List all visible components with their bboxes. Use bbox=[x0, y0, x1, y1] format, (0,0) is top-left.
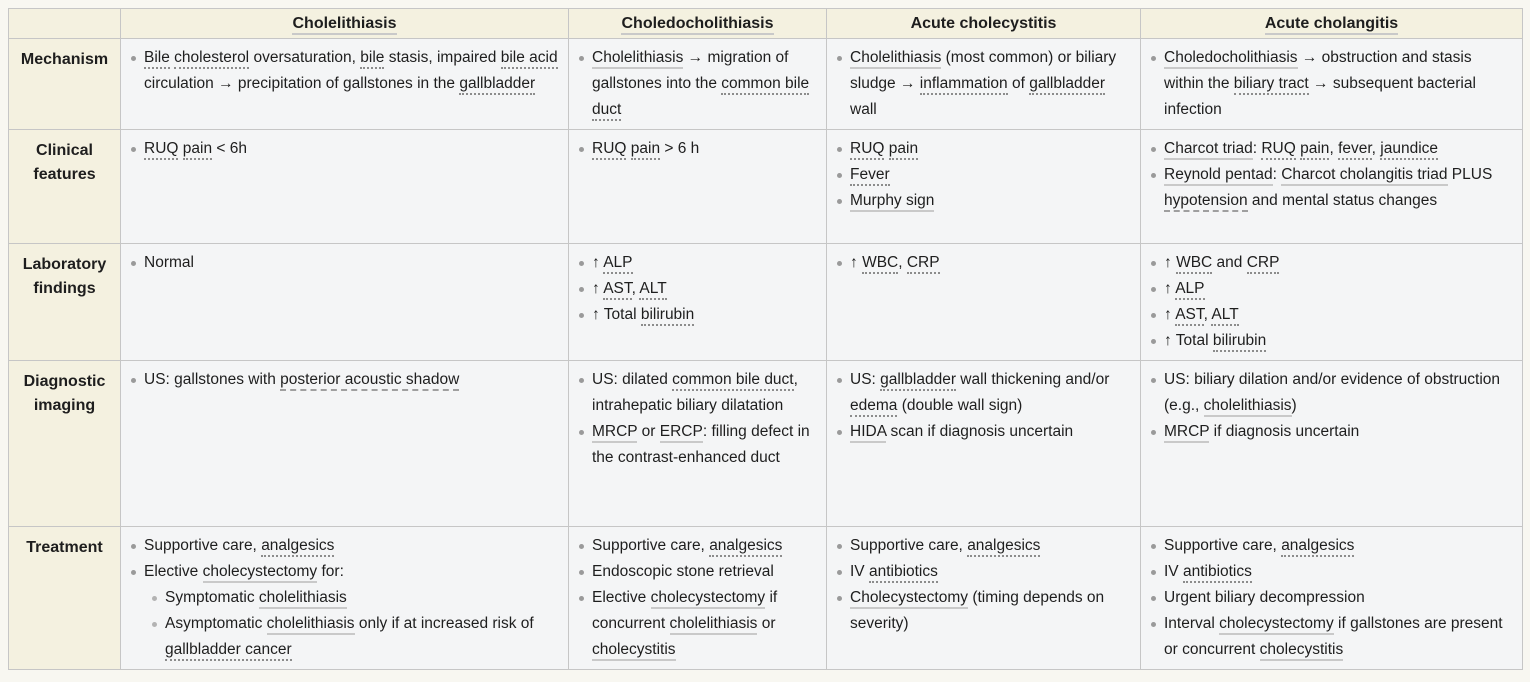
term-tooltip-link[interactable]: jaundice bbox=[1380, 140, 1438, 160]
header-row bbox=[9, 9, 1523, 39]
item-text bbox=[144, 49, 558, 95]
list-item bbox=[829, 45, 1132, 123]
text-segment: ↑ bbox=[850, 254, 863, 271]
bullet-list bbox=[123, 45, 560, 97]
column-header-link[interactable]: Acute cholangitis bbox=[1265, 15, 1398, 35]
list-item bbox=[829, 136, 1132, 162]
text-segment: : bbox=[1252, 140, 1262, 157]
item-text bbox=[850, 254, 940, 274]
bullet-list bbox=[571, 250, 818, 328]
bullet-list bbox=[1143, 45, 1514, 123]
term-link[interactable]: Charcot cholangitis triad bbox=[1281, 166, 1447, 186]
term-link[interactable]: cholecystectomy bbox=[203, 563, 318, 583]
text-segment: IV bbox=[850, 563, 869, 580]
text-segment: only if at increased risk of bbox=[354, 615, 534, 632]
term-tooltip-link[interactable]: cholesterol bbox=[174, 49, 249, 69]
text-segment: ↑ bbox=[1164, 280, 1176, 297]
item-text bbox=[850, 166, 890, 186]
item-text bbox=[144, 371, 459, 391]
list-item bbox=[123, 559, 560, 663]
item-text bbox=[1164, 423, 1359, 443]
term-tooltip-link[interactable]: pain bbox=[1300, 140, 1329, 160]
list-item bbox=[571, 367, 818, 419]
term-link[interactable]: ERCP bbox=[660, 423, 703, 443]
text-segment: Supportive care, bbox=[1164, 537, 1282, 554]
bullet-list bbox=[123, 367, 560, 393]
text-segment: US: dilated bbox=[592, 371, 673, 388]
text-segment: ↑ bbox=[1164, 306, 1176, 323]
cell-clinical-features-col2 bbox=[569, 130, 827, 244]
text-segment: or bbox=[637, 423, 660, 440]
item-text bbox=[850, 192, 934, 212]
term-link[interactable]: cholecystitis bbox=[1260, 641, 1344, 661]
term-link[interactable]: cholelithiasis bbox=[1204, 397, 1292, 417]
term-tooltip-link[interactable]: common bile duct bbox=[592, 75, 809, 121]
cell-clinical-features-col3 bbox=[827, 130, 1141, 244]
text-segment: or bbox=[757, 615, 776, 632]
item-text bbox=[850, 563, 938, 583]
text-segment: and bbox=[1212, 254, 1247, 271]
text-segment: , bbox=[898, 254, 907, 271]
term-tooltip-link[interactable]: RUQ bbox=[144, 140, 178, 160]
text-segment: (double wall sign) bbox=[897, 397, 1023, 414]
text-segment: Symptomatic bbox=[165, 589, 259, 606]
item-text bbox=[592, 306, 694, 326]
list-item bbox=[123, 45, 560, 97]
term-link[interactable]: Murphy sign bbox=[850, 192, 934, 212]
list-item bbox=[1143, 136, 1514, 162]
list-item bbox=[144, 585, 560, 611]
item-text bbox=[1164, 166, 1492, 212]
bullet-list bbox=[1143, 136, 1514, 214]
cell-treatment-col4 bbox=[1141, 527, 1523, 670]
item-text bbox=[1164, 140, 1438, 160]
bullet-list bbox=[571, 136, 818, 162]
row-label-clinical-features: Clinical features bbox=[9, 130, 121, 244]
term-tooltip-link[interactable]: hypotension bbox=[1164, 192, 1248, 212]
text-segment: Interval bbox=[1164, 615, 1220, 632]
item-text bbox=[850, 589, 1104, 632]
column-header-link[interactable]: Cholelithiasis bbox=[292, 15, 396, 35]
column-header-label: Acute cholecystitis bbox=[910, 14, 1057, 32]
term-tooltip-link[interactable]: pain bbox=[889, 140, 918, 160]
bullet-list bbox=[123, 250, 560, 276]
text-segment: US: biliary dilation and/or evidence of obstruction (e.g., bbox=[1164, 371, 1501, 414]
text-segment: , bbox=[1329, 140, 1339, 157]
text-segment: > 6 h bbox=[660, 140, 700, 157]
text-segment: ↑ bbox=[1164, 254, 1177, 271]
table-row-laboratory-findings bbox=[9, 244, 1523, 361]
list-item bbox=[1143, 250, 1514, 276]
text-segment: Normal bbox=[144, 254, 194, 271]
item-text bbox=[592, 371, 798, 414]
term-tooltip-link[interactable]: posterior acoustic shadow bbox=[280, 371, 459, 391]
term-tooltip-link[interactable]: analgesics bbox=[967, 537, 1040, 557]
list-item bbox=[829, 419, 1132, 445]
term-tooltip-link[interactable]: CRP bbox=[907, 254, 940, 274]
column-header-choledocholithiasis bbox=[569, 9, 827, 39]
table-row-clinical-features bbox=[9, 130, 1523, 244]
column-header-link[interactable]: Choledocholithiasis bbox=[621, 15, 773, 35]
text-segment: ↑ Total bbox=[592, 306, 641, 323]
term-tooltip-link[interactable]: antibiotics bbox=[1183, 563, 1252, 583]
term-link[interactable]: Cholecystectomy bbox=[850, 589, 968, 609]
term-tooltip-link[interactable]: analgesics bbox=[709, 537, 782, 557]
text-segment: IV bbox=[1164, 563, 1183, 580]
term-tooltip-link[interactable]: analgesics bbox=[1281, 537, 1354, 557]
text-segment: Elective bbox=[144, 563, 203, 580]
bullet-list bbox=[571, 367, 818, 471]
text-segment: Asymptomatic bbox=[165, 615, 267, 632]
item-text bbox=[165, 615, 534, 661]
text-segment: (timing depends on severity) bbox=[850, 589, 1105, 632]
text-segment: (most common) or biliary sludge → bbox=[850, 49, 1117, 92]
item-text bbox=[592, 140, 699, 160]
term-tooltip-link[interactable]: AST bbox=[603, 280, 631, 300]
text-segment: if gallstones are present or concurrent bbox=[1164, 615, 1503, 658]
list-item bbox=[571, 136, 818, 162]
list-item bbox=[829, 559, 1132, 585]
column-header-acute-cholangitis bbox=[1141, 9, 1523, 39]
list-item bbox=[571, 533, 818, 559]
term-link[interactable]: MRCP bbox=[592, 423, 637, 443]
bullet-list bbox=[1143, 533, 1514, 663]
list-item bbox=[1143, 585, 1514, 611]
term-link[interactable]: Cholelithiasis bbox=[592, 49, 683, 69]
item-text bbox=[592, 280, 667, 300]
text-segment: wall thickening and/or bbox=[956, 371, 1110, 388]
item-text bbox=[592, 49, 809, 121]
cell-diagnostic-imaging-col2 bbox=[569, 361, 827, 527]
text-segment: → migration of gallstones into the bbox=[592, 49, 789, 92]
term-link[interactable]: HIDA bbox=[850, 423, 886, 443]
list-item bbox=[123, 250, 560, 276]
term-tooltip-link[interactable]: inflammation bbox=[920, 75, 1008, 95]
item-text bbox=[1164, 254, 1279, 274]
table-row-treatment bbox=[9, 527, 1523, 670]
term-tooltip-link[interactable]: pain bbox=[183, 140, 212, 160]
bullet-list bbox=[123, 533, 560, 663]
list-item bbox=[1143, 302, 1514, 328]
item-text bbox=[1164, 537, 1354, 557]
term-tooltip-link[interactable]: WBC bbox=[862, 254, 898, 274]
term-tooltip-link[interactable]: gallbladder bbox=[459, 75, 535, 95]
term-tooltip-link[interactable]: analgesics bbox=[261, 537, 334, 557]
row-label-mechanism: Mechanism bbox=[9, 39, 121, 130]
cell-laboratory-findings-col1 bbox=[121, 244, 569, 361]
text-segment: ↑ bbox=[592, 280, 604, 297]
item-text bbox=[592, 254, 633, 274]
text-segment: , bbox=[631, 280, 640, 297]
term-tooltip-link[interactable]: gallbladder bbox=[1029, 75, 1105, 95]
text-segment: : filling defect in the contrast-enhanced duct bbox=[592, 423, 810, 466]
bullet-list bbox=[829, 45, 1132, 123]
list-item bbox=[1143, 276, 1514, 302]
bullet-list bbox=[1143, 250, 1514, 354]
item-text bbox=[850, 371, 1109, 417]
text-segment: Elective bbox=[592, 589, 651, 606]
cell-mechanism-col4 bbox=[1141, 39, 1523, 130]
term-tooltip-link[interactable]: pain bbox=[631, 140, 660, 160]
cell-treatment-col3 bbox=[827, 527, 1141, 670]
text-segment: wall bbox=[850, 101, 877, 118]
list-item bbox=[829, 533, 1132, 559]
sub-bullet-list bbox=[144, 585, 560, 663]
term-tooltip-link[interactable]: common bile duct bbox=[672, 371, 793, 391]
text-segment: US: bbox=[850, 371, 881, 388]
bullet-list bbox=[571, 533, 818, 663]
term-link[interactable]: Cholelithiasis bbox=[850, 49, 941, 69]
list-item bbox=[1143, 611, 1514, 663]
item-text bbox=[144, 140, 247, 160]
term-tooltip-link[interactable]: ALP bbox=[1175, 280, 1204, 300]
item-text bbox=[1164, 563, 1252, 583]
list-item bbox=[1143, 419, 1514, 445]
list-item bbox=[144, 611, 560, 663]
list-item bbox=[829, 250, 1132, 276]
table-row-mechanism bbox=[9, 39, 1523, 130]
text-segment: ↑ Total bbox=[1164, 332, 1213, 349]
term-tooltip-link[interactable]: bilirubin bbox=[641, 306, 694, 326]
term-link[interactable]: cholelithiasis bbox=[259, 589, 347, 609]
text-segment: : bbox=[1272, 166, 1282, 183]
term-tooltip-link[interactable]: RUQ bbox=[592, 140, 626, 160]
item-text bbox=[592, 537, 782, 557]
term-tooltip-link[interactable]: Fever bbox=[850, 166, 890, 186]
bullet-list bbox=[571, 45, 818, 123]
cell-diagnostic-imaging-col4 bbox=[1141, 361, 1523, 527]
term-link[interactable]: MRCP bbox=[1164, 423, 1209, 443]
term-tooltip-link[interactable]: ALT bbox=[639, 280, 666, 300]
list-item bbox=[123, 367, 560, 393]
term-tooltip-link[interactable]: RUQ bbox=[850, 140, 884, 160]
cell-mechanism-col1 bbox=[121, 39, 569, 130]
term-link[interactable]: cholelithiasis bbox=[670, 615, 758, 635]
item-text bbox=[1164, 371, 1500, 417]
term-tooltip-link[interactable]: RUQ bbox=[1261, 140, 1295, 160]
column-header-acute-cholecystitis bbox=[827, 9, 1141, 39]
cell-clinical-features-col4 bbox=[1141, 130, 1523, 244]
term-link[interactable]: Choledocholithiasis bbox=[1164, 49, 1298, 69]
item-text bbox=[850, 49, 1116, 118]
list-item bbox=[123, 533, 560, 559]
cell-laboratory-findings-col4 bbox=[1141, 244, 1523, 361]
term-tooltip-link[interactable]: antibiotics bbox=[869, 563, 938, 583]
cell-laboratory-findings-col2 bbox=[569, 244, 827, 361]
list-item bbox=[829, 188, 1132, 214]
term-tooltip-link[interactable]: bile acid bbox=[501, 49, 558, 69]
row-label-diagnostic-imaging: Diagnostic imaging bbox=[9, 361, 121, 527]
term-tooltip-link[interactable]: gallbladder bbox=[880, 371, 956, 391]
text-segment: if concurrent bbox=[592, 589, 778, 632]
item-text bbox=[1164, 332, 1266, 352]
item-text bbox=[144, 254, 194, 271]
bullet-list bbox=[829, 250, 1132, 276]
term-link[interactable]: cholelithiasis bbox=[267, 615, 355, 635]
item-text bbox=[850, 423, 1073, 443]
text-segment: scan if diagnosis uncertain bbox=[886, 423, 1074, 440]
text-segment: for: bbox=[317, 563, 344, 580]
list-item bbox=[1143, 328, 1514, 354]
item-text bbox=[850, 140, 918, 160]
term-link[interactable]: Reynold pentad bbox=[1164, 166, 1273, 186]
list-item bbox=[571, 45, 818, 123]
text-segment: < 6h bbox=[212, 140, 247, 157]
item-text bbox=[144, 563, 344, 583]
cell-laboratory-findings-col3 bbox=[827, 244, 1141, 361]
row-label-laboratory-findings: Laboratory findings bbox=[9, 244, 121, 361]
term-tooltip-link[interactable]: edema bbox=[850, 397, 897, 417]
term-tooltip-link[interactable]: WBC bbox=[1176, 254, 1212, 274]
text-segment: ) bbox=[1291, 397, 1297, 414]
text-segment: , intrahepatic biliary dilatation bbox=[592, 371, 798, 414]
term-tooltip-link[interactable]: gallbladder cancer bbox=[165, 641, 292, 661]
text-segment: , bbox=[1203, 306, 1212, 323]
cell-treatment-col2 bbox=[569, 527, 827, 670]
term-link[interactable]: cholecystitis bbox=[592, 641, 676, 661]
item-text bbox=[592, 423, 810, 466]
column-header-cholelithiasis bbox=[121, 9, 569, 39]
cell-mechanism-col2 bbox=[569, 39, 827, 130]
text-segment: , bbox=[1371, 140, 1381, 157]
list-item bbox=[123, 136, 560, 162]
cell-mechanism-col3 bbox=[827, 39, 1141, 130]
item-text bbox=[1164, 615, 1503, 661]
term-link[interactable]: Charcot triad bbox=[1164, 140, 1253, 160]
row-label-treatment: Treatment bbox=[9, 527, 121, 670]
list-item bbox=[571, 585, 818, 663]
term-tooltip-link[interactable]: Bile bbox=[144, 49, 170, 69]
cell-treatment-col1 bbox=[121, 527, 569, 670]
bullet-list bbox=[123, 136, 560, 162]
term-tooltip-link[interactable]: bilirubin bbox=[1213, 332, 1266, 352]
bullet-list bbox=[829, 367, 1132, 445]
list-item bbox=[571, 276, 818, 302]
text-segment: → obstruction and stasis within the bbox=[1164, 49, 1472, 92]
cell-diagnostic-imaging-col1 bbox=[121, 361, 569, 527]
text-segment: circulation → precipitation of gallstones in the bbox=[144, 75, 460, 92]
comparison-table bbox=[8, 8, 1523, 670]
text-segment: PLUS bbox=[1447, 166, 1493, 183]
item-text bbox=[592, 589, 777, 661]
text-segment: oversaturation, bbox=[249, 49, 361, 66]
table-row-diagnostic-imaging bbox=[9, 361, 1523, 527]
bullet-list bbox=[829, 533, 1132, 637]
list-item bbox=[829, 585, 1132, 637]
term-link[interactable]: cholecystectomy bbox=[651, 589, 766, 609]
text-segment: Endoscopic stone retrieval bbox=[592, 563, 774, 580]
item-text bbox=[592, 563, 774, 580]
list-item bbox=[1143, 367, 1514, 419]
item-text bbox=[1164, 49, 1476, 118]
term-tooltip-link[interactable]: fever bbox=[1338, 140, 1372, 160]
list-item bbox=[571, 419, 818, 471]
list-item bbox=[571, 250, 818, 276]
text-segment: if diagnosis uncertain bbox=[1209, 423, 1360, 440]
list-item bbox=[1143, 559, 1514, 585]
list-item bbox=[829, 162, 1132, 188]
term-tooltip-link[interactable]: AST bbox=[1175, 306, 1203, 326]
bullet-list bbox=[1143, 367, 1514, 445]
list-item bbox=[1143, 162, 1514, 214]
cell-clinical-features-col1 bbox=[121, 130, 569, 244]
term-tooltip-link[interactable]: biliary tract bbox=[1234, 75, 1309, 95]
item-text bbox=[1164, 589, 1365, 606]
item-text bbox=[1164, 280, 1205, 300]
list-item bbox=[1143, 533, 1514, 559]
corner-cell bbox=[9, 9, 121, 39]
text-segment: Supportive care, bbox=[850, 537, 968, 554]
term-tooltip-link[interactable]: ALP bbox=[603, 254, 632, 274]
list-item bbox=[1143, 45, 1514, 123]
list-item bbox=[571, 559, 818, 585]
text-segment: and mental status changes bbox=[1247, 192, 1438, 209]
text-segment: Supportive care, bbox=[592, 537, 710, 554]
term-tooltip-link[interactable]: bile bbox=[360, 49, 384, 69]
text-segment: → subsequent bacterial infection bbox=[1164, 75, 1476, 118]
term-link[interactable]: cholecystectomy bbox=[1219, 615, 1334, 635]
list-item bbox=[829, 367, 1132, 419]
item-text bbox=[144, 537, 334, 557]
text-segment: Urgent biliary decompression bbox=[1164, 589, 1365, 606]
cell-diagnostic-imaging-col3 bbox=[827, 361, 1141, 527]
item-text bbox=[165, 589, 347, 609]
term-tooltip-link[interactable]: ALT bbox=[1211, 306, 1238, 326]
text-segment: US: gallstones with bbox=[144, 371, 281, 388]
text-segment: stasis, impaired bbox=[384, 49, 501, 66]
bullet-list bbox=[829, 136, 1132, 214]
list-item bbox=[571, 302, 818, 328]
text-segment: ↑ bbox=[592, 254, 604, 271]
item-text bbox=[1164, 306, 1239, 326]
text-segment: Supportive care, bbox=[144, 537, 262, 554]
text-segment: of bbox=[1007, 75, 1030, 92]
item-text bbox=[850, 537, 1040, 557]
term-tooltip-link[interactable]: CRP bbox=[1247, 254, 1280, 274]
